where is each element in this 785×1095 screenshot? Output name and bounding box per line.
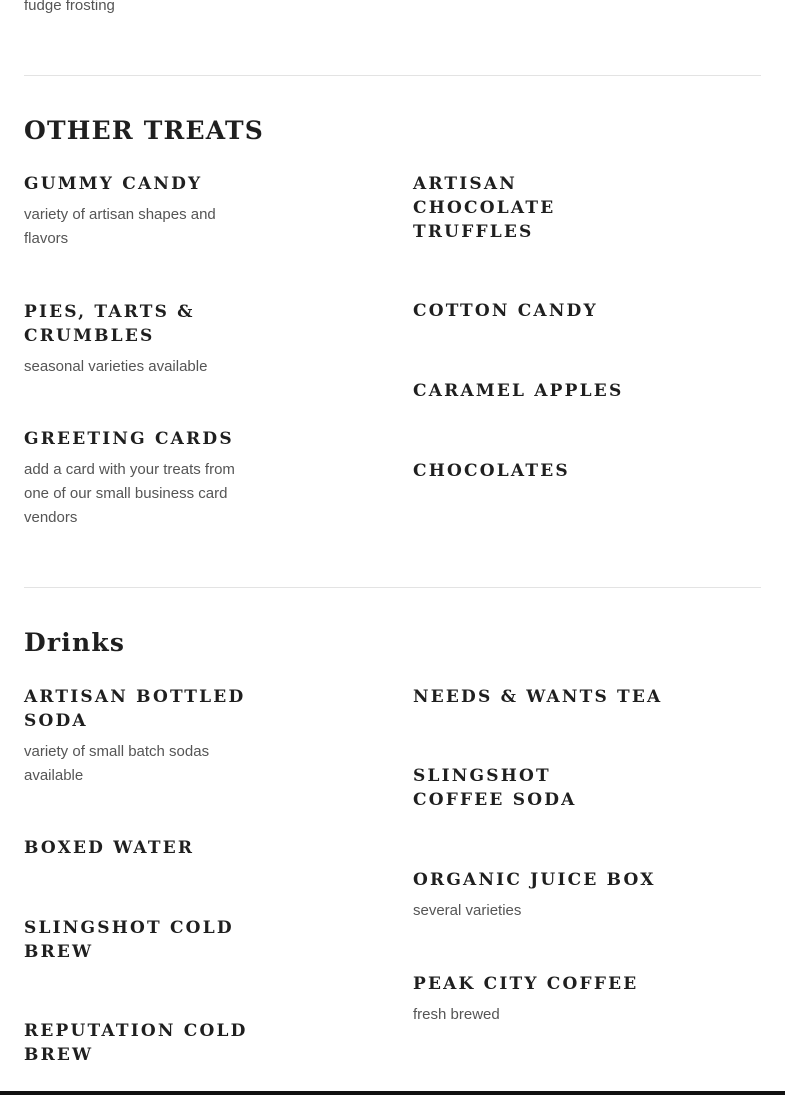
previous-item-description: fudge frosting [24,0,115,14]
menu-item-description: variety of artisan shapes and flavors [24,206,216,247]
menu-item-slingshot-coffee-soda [413,764,643,812]
menu-item-name: ARTISAN CHOCOLATE TRUFFLES [413,174,556,242]
menu-item-name: GUMMY CANDY [24,174,203,194]
menu-item-name: PIES, TARTS & CRUMBLES [24,302,195,346]
menu-item-boxed-water [24,836,264,860]
menu-item-reputation-cold-brew [24,1019,254,1067]
menu-item-name: SLINGSHOT COFFEE SODA [413,766,577,810]
menu-item-greeting-cards [24,427,259,530]
menu-item-description: variety of small batch sodas available [24,743,210,784]
section-title-drinks: Drinks [24,628,126,657]
menu-item-name: CARAMEL APPLES [413,381,624,401]
menu-item-description: several varieties [413,902,522,919]
menu-item-name: ORGANIC JUICE BOX [413,870,656,890]
menu-item-artisan-bottled-soda [24,685,254,788]
menu-item-artisan-chocolate-truffles [413,172,583,244]
section-divider [24,75,761,76]
menu-item-name: ARTISAN BOTTLED SODA [24,687,246,731]
menu-item-organic-juice-box [413,868,673,923]
menu-item-name: SLINGSHOT COLD BREW [24,918,234,962]
section-divider [24,587,761,588]
menu-item-peak-city-coffee [413,972,673,1027]
menu-item-name: NEEDS & WANTS TEA [413,687,663,707]
menu-item-name: PEAK CITY COFFEE [413,974,639,994]
menu-item-caramel-apples [413,379,653,403]
menu-item-description: fresh brewed [413,1006,500,1023]
footer-bar [0,1091,785,1095]
menu-item-description: add a card with your treats from one of our small business card vendors [24,461,235,526]
menu-item-name: COTTON CANDY [413,301,598,321]
menu-item-name: BOXED WATER [24,838,195,858]
menu-item-name: GREETING CARDS [24,429,234,449]
menu-item-description: seasonal varieties available [24,358,208,375]
menu-item-chocolates [413,459,653,483]
menu-item-cotton-candy [413,299,653,323]
menu-item-name: CHOCOLATES [413,461,570,481]
menu-item-slingshot-cold-brew [24,916,244,964]
menu-item-pies-tarts-crumbles [24,300,214,379]
section-title-other-treats: OTHER TREATS [24,116,265,145]
menu-item-gummy-candy [24,172,264,251]
menu-item-needs-wants-tea [413,685,673,709]
menu-item-name: REPUTATION COLD BREW [24,1021,248,1065]
